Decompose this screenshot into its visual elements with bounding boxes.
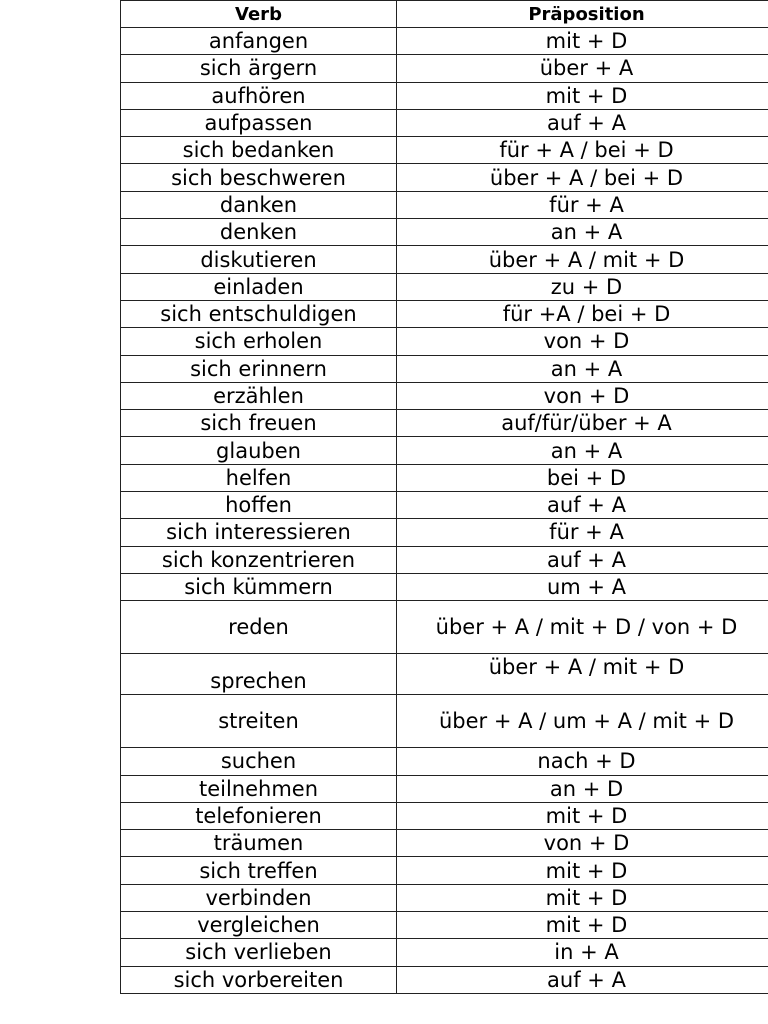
- table-row: [121, 464, 768, 491]
- verb-cell: sich ärgern: [121, 55, 397, 82]
- verb-cell: sich konzentrieren: [121, 546, 397, 573]
- table-row: [121, 328, 768, 355]
- preposition-cell: mit + D: [397, 912, 768, 939]
- verb-cell: sich freuen: [121, 410, 397, 437]
- table-row: [121, 601, 768, 654]
- verb-cell: streiten: [121, 695, 397, 748]
- table-header-row: [121, 1, 768, 28]
- table-row: [121, 191, 768, 218]
- preposition-cell: auf + A: [397, 492, 768, 519]
- table-row: [121, 219, 768, 246]
- verb-cell: sich verlieben: [121, 939, 397, 966]
- preposition-cell: über + A: [397, 55, 768, 82]
- preposition-cell: an + A: [397, 437, 768, 464]
- preposition-cell: an + A: [397, 355, 768, 382]
- preposition-cell: von + D: [397, 382, 768, 409]
- table-row: [121, 82, 768, 109]
- table-row: [121, 164, 768, 191]
- table-row: [121, 300, 768, 327]
- table-row: [121, 355, 768, 382]
- preposition-cell: für +A / bei + D: [397, 300, 768, 327]
- verb-cell: einladen: [121, 273, 397, 300]
- verb-cell: telefonieren: [121, 802, 397, 829]
- preposition-cell: zu + D: [397, 273, 768, 300]
- verb-cell: suchen: [121, 748, 397, 775]
- table-row: [121, 830, 768, 857]
- preposition-cell: für + A: [397, 519, 768, 546]
- verb-cell: sich bedanken: [121, 137, 397, 164]
- preposition-cell: über + A / mit + D / von + D: [397, 601, 768, 654]
- verb-cell: denken: [121, 219, 397, 246]
- verb-preposition-table: [120, 0, 768, 994]
- verb-cell: sprechen: [121, 654, 397, 695]
- preposition-cell: für + A / bei + D: [397, 137, 768, 164]
- table-row: [121, 382, 768, 409]
- verb-cell: danken: [121, 191, 397, 218]
- table-row: [121, 492, 768, 519]
- table-row: [121, 884, 768, 911]
- preposition-cell: auf/für/über + A: [397, 410, 768, 437]
- preposition-cell: bei + D: [397, 464, 768, 491]
- verb-cell: sich erinnern: [121, 355, 397, 382]
- preposition-cell: nach + D: [397, 748, 768, 775]
- preposition-cell: von + D: [397, 830, 768, 857]
- verb-cell: sich treffen: [121, 857, 397, 884]
- table-row: [121, 519, 768, 546]
- preposition-cell: auf + A: [397, 546, 768, 573]
- verb-cell: reden: [121, 601, 397, 654]
- header-verb: Verb: [121, 1, 397, 28]
- table-row: [121, 966, 768, 993]
- verb-cell: vergleichen: [121, 912, 397, 939]
- preposition-cell: in + A: [397, 939, 768, 966]
- table-row: [121, 775, 768, 802]
- verb-cell: anfangen: [121, 28, 397, 55]
- verb-cell: sich kümmern: [121, 573, 397, 600]
- table-row: [121, 410, 768, 437]
- verb-cell: diskutieren: [121, 246, 397, 273]
- table-row: [121, 802, 768, 829]
- table-row: [121, 28, 768, 55]
- table-body: [121, 28, 768, 994]
- table-row: [121, 857, 768, 884]
- table-row: [121, 137, 768, 164]
- table-row: [121, 695, 768, 748]
- preposition-cell: mit + D: [397, 802, 768, 829]
- table-row: [121, 939, 768, 966]
- preposition-cell: über + A / mit + D: [397, 246, 768, 273]
- header-preposition: Präposition: [397, 1, 768, 28]
- verb-cell: hoffen: [121, 492, 397, 519]
- verb-cell: träumen: [121, 830, 397, 857]
- preposition-cell: an + D: [397, 775, 768, 802]
- table-row: [121, 246, 768, 273]
- verb-cell: helfen: [121, 464, 397, 491]
- preposition-cell: über + A / mit + D: [397, 654, 768, 695]
- verb-preposition-table-container: [120, 0, 768, 1024]
- table-row: [121, 748, 768, 775]
- verb-cell: sich beschweren: [121, 164, 397, 191]
- preposition-cell: mit + D: [397, 857, 768, 884]
- preposition-cell: mit + D: [397, 884, 768, 911]
- preposition-cell: von + D: [397, 328, 768, 355]
- verb-cell: aufhören: [121, 82, 397, 109]
- preposition-cell: über + A / bei + D: [397, 164, 768, 191]
- table-row: [121, 912, 768, 939]
- preposition-cell: über + A / um + A / mit + D: [397, 695, 768, 748]
- table-row: [121, 273, 768, 300]
- verb-cell: aufpassen: [121, 109, 397, 136]
- table-row: [121, 109, 768, 136]
- verb-cell: teilnehmen: [121, 775, 397, 802]
- table-row: [121, 55, 768, 82]
- verb-cell: verbinden: [121, 884, 397, 911]
- preposition-cell: für + A: [397, 191, 768, 218]
- preposition-cell: um + A: [397, 573, 768, 600]
- verb-cell: erzählen: [121, 382, 397, 409]
- preposition-cell: mit + D: [397, 82, 768, 109]
- preposition-cell: an + A: [397, 219, 768, 246]
- verb-cell: sich entschuldigen: [121, 300, 397, 327]
- preposition-cell: auf + A: [397, 109, 768, 136]
- preposition-cell: mit + D: [397, 28, 768, 55]
- preposition-cell: auf + A: [397, 966, 768, 993]
- verb-cell: sich vorbereiten: [121, 966, 397, 993]
- table-row: [121, 654, 768, 695]
- table-row: [121, 573, 768, 600]
- verb-cell: glauben: [121, 437, 397, 464]
- table-row: [121, 437, 768, 464]
- table-row: [121, 546, 768, 573]
- verb-cell: sich erholen: [121, 328, 397, 355]
- verb-cell: sich interessieren: [121, 519, 397, 546]
